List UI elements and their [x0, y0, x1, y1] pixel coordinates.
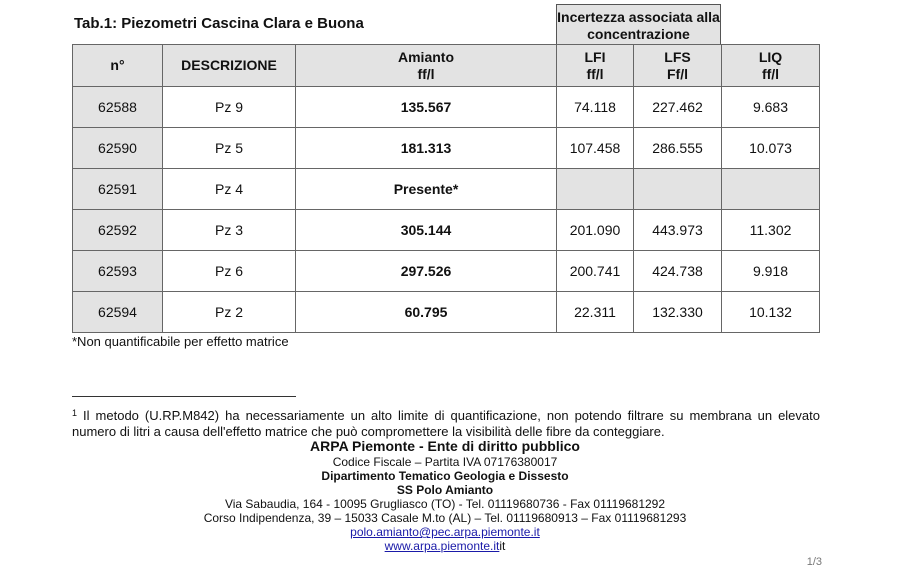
cell-descrizione: Pz 9 [163, 87, 296, 128]
cell-lfs: 286.555 [634, 128, 722, 169]
cell-amianto: 305.144 [296, 210, 557, 251]
table-row [73, 292, 820, 333]
cell-descrizione: Pz 3 [163, 210, 296, 251]
col-header-lfi [557, 45, 634, 87]
lfs-label: LFS [664, 48, 691, 65]
footer-email-link[interactable]: polo.amianto@pec.arpa.piemonte.it [350, 525, 540, 539]
footnote-divider [72, 396, 296, 397]
cell-descrizione: Pz 5 [163, 128, 296, 169]
cell-lfi: 22.311 [557, 292, 634, 333]
table-row [73, 251, 820, 292]
cell-lfs: 227.462 [634, 87, 722, 128]
cell-lfs: 132.330 [634, 292, 722, 333]
amianto-label: Amianto [398, 48, 454, 65]
footer-address-casale: Corso Indipendenza, 39 – 15033 Casale M.to (AL) – Tel. 01119680913 – Fax 01119681293 [203, 511, 687, 525]
cell-liq: 9.683 [722, 87, 820, 128]
cell-amianto: Presente* [296, 169, 557, 210]
cell-lfi: 107.458 [557, 128, 634, 169]
cell-amianto: 135.567 [296, 87, 557, 128]
page-footer [0, 438, 890, 553]
cell-descrizione: Pz 4 [163, 169, 296, 210]
cell-liq: 11.302 [722, 210, 820, 251]
col-header-liq [722, 45, 820, 87]
table-row [73, 128, 820, 169]
piezometer-table [72, 44, 820, 333]
cell-n: 62590 [73, 128, 163, 169]
cell-lfs: 424.738 [634, 251, 722, 292]
footnote-marker: 1 [72, 408, 78, 418]
col-header-amianto [296, 45, 557, 87]
cell-n: 62591 [73, 169, 163, 210]
footnote-text: Il metodo (U.RP.M842) ha necessariamente un alto limite di quantificazione, non potendo filtrare su membrana un elevato numero di litri a causa dell'effetto matrice che può compromettere la visibilità delle fibre da conteggiare. [72, 408, 820, 439]
liq-label: LIQ [758, 48, 783, 65]
table-row [73, 87, 820, 128]
col-header-n: n° [73, 45, 163, 87]
cell-liq: 9.918 [722, 251, 820, 292]
footer-organization: ARPA Piemonte - Ente di diritto pubblico [310, 438, 580, 454]
col-header-descrizione: DESCRIZIONE [163, 45, 296, 87]
lfs-unit: Ff/l [667, 65, 688, 82]
footer-website-link[interactable]: www.arpa.piemonte.it [384, 539, 500, 553]
table-row [73, 210, 820, 251]
cell-amianto: 60.795 [296, 292, 557, 333]
footer-address-grugliasco: Via Sabaudia, 164 - 10095 Grugliasco (TO) - Tel. 01119680736 - Fax 01119681292 [224, 497, 666, 511]
cell-descrizione: Pz 6 [163, 251, 296, 292]
cell-lfi [557, 169, 634, 210]
lfi-label: LFI [584, 48, 606, 65]
footer-fiscal-code: Codice Fiscale – Partita IVA 07176380017 [332, 455, 558, 469]
cell-liq: 10.132 [722, 292, 820, 333]
amianto-unit: ff/l [417, 65, 435, 82]
uncertainty-group-header: Incertezza associata alla concentrazione [556, 4, 721, 44]
cell-amianto: 297.526 [296, 251, 557, 292]
cell-lfi: 200.741 [557, 251, 634, 292]
footer-website-suffix: it [499, 539, 506, 553]
cell-lfs [634, 169, 722, 210]
table-title: Tab.1: Piezometri Cascina Clara e Buona [74, 15, 364, 32]
cell-n: 62593 [73, 251, 163, 292]
cell-liq: 10.073 [722, 128, 820, 169]
footnote [72, 405, 820, 440]
cell-descrizione: Pz 2 [163, 292, 296, 333]
cell-lfi: 201.090 [557, 210, 634, 251]
cell-liq [722, 169, 820, 210]
cell-lfi: 74.118 [557, 87, 634, 128]
cell-amianto: 181.313 [296, 128, 557, 169]
table-row [73, 169, 820, 210]
page-number: 1/3 [806, 556, 822, 568]
lfi-unit: ff/l [586, 65, 604, 82]
table-note: *Non quantificabile per effetto matrice [72, 334, 289, 349]
table-header-row [73, 45, 820, 87]
cell-n: 62594 [73, 292, 163, 333]
col-header-lfs [634, 45, 722, 87]
footer-department: Dipartimento Tematico Geologia e Dissesto [321, 469, 569, 483]
cell-n: 62588 [73, 87, 163, 128]
cell-n: 62592 [73, 210, 163, 251]
cell-lfs: 443.973 [634, 210, 722, 251]
liq-unit: ff/l [761, 65, 780, 82]
footer-unit: SS Polo Amianto [396, 483, 494, 497]
